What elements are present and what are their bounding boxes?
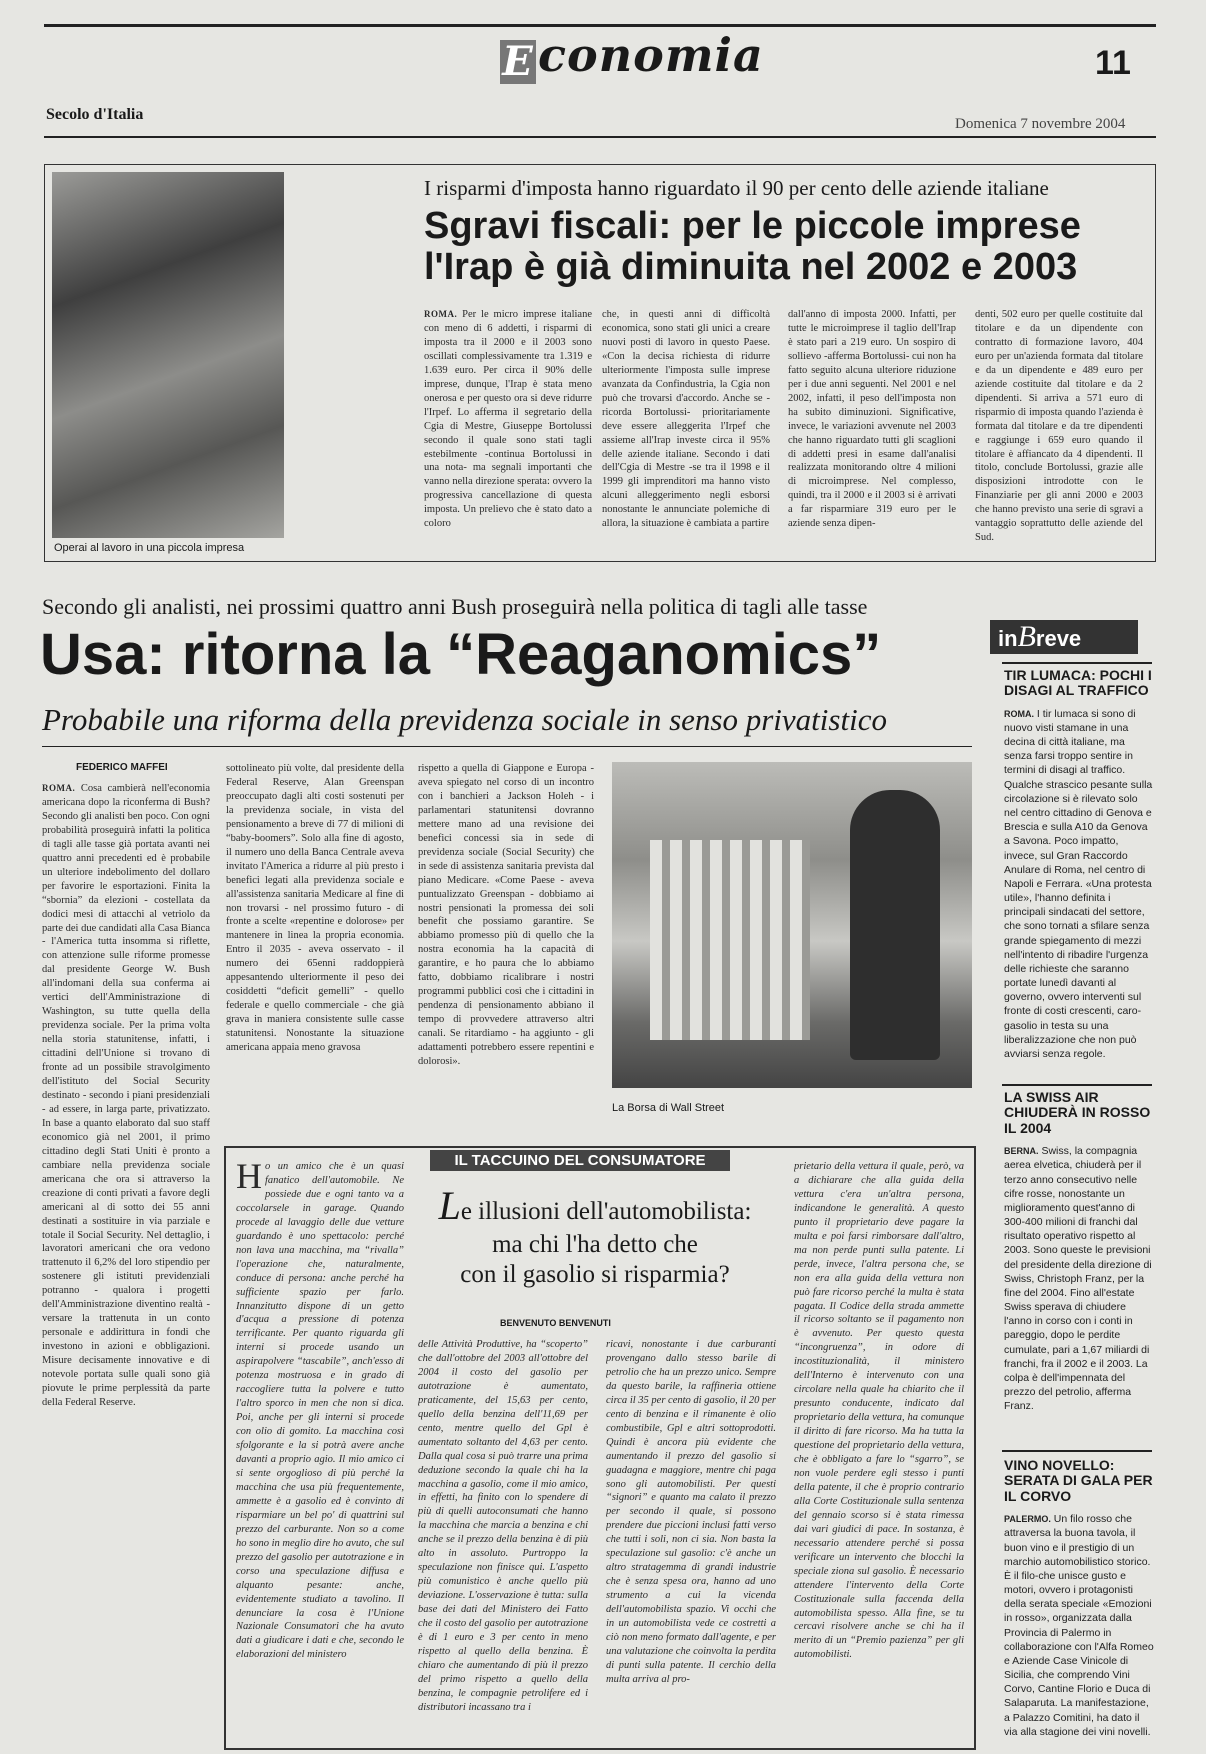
article1-col3-text: dall'anno di imposta 2000. Infatti, per tutte le microimprese il taglio dell'Irap è stato pari a 219 euro. Un sospiro di sollievo -afferma Bortolussi- cui non ha fatto seguito alcuna ulteriore riduzione per i due anni seguenti. Nel 2001 e nel 2002, infatti, il peso dell'imposta non ha subito diminuzioni. Significative, invece, le variazioni avvenute nel 2003 che hanno riguardato tutti gli scaglioni di addetti presi in esame dall'analisi realizzata monitorando oltre 4 milioni di microimprese. Nel complesso, quindi, tra il 2000 e il 2003 si è arrivati a far risparmiare 319 euro per le aziende senza dipen- bbox=[788, 309, 956, 530]
sidebar-title-in: in bbox=[998, 626, 1018, 651]
consumer-col4-text: prietario della vettura il quale, però, va a dichiarare che alla guida della vettura c'era un'altra persona, indicandone le generalità. A questo punto il proprietario deve pagare la multa e poi farsi rimborsare dall'altro, ma non perde punti sulla patente. Li perde, invece, l'altra persona che, se non era alla guida della vettura non può fare ricorso perché la multa è stata pagata. Il Codice della strada ammette il ricorso soltanto se il pagamento non è avvenuto. Per questo questa “incongruenza”, in odore di incostituzionalità, il ministero dell'Interno è intervenuto con una circolare nella quale ha chiarito che il presunto conducente, indicato dal proprietario della vettura, ha comunque il diritto di fare ricorso. Ma ha tutta la questione del proprietario della vettura, che è obbligato a fare lo “sgarro”, se non vuole perdere egli stesso i punti della patente, il che è proprio contrario alla Corte Costituzionale sulla sentenza del gennaio scorso si è stata rimessa dai vari giudici di pace. In sostanza, è necessario attendere perché si possa verificare un intervento che blocchi la speciale ziona sul gasolio. È necessario attendere l'intervento della Corte Costituzionale sulla faccenda della automobilista spesso. Alla fine, se tu cercavi risolvere anche se chi ha il merito di un “Premio pazienza” per gli automobilisti. bbox=[794, 1161, 964, 1661]
brief-swiss-lead: BERNA. bbox=[1004, 1146, 1039, 1157]
top-rule bbox=[44, 24, 1156, 27]
article1-col2-text: che, in questi anni di difficoltà economica, sono stati gli unici a creare nuovi posti di lavoro in questo Paese. «Con la decisa richiesta di ridurre ulteriormente l'imposta sulle imprese avanzata da Confindustria, la Cgia non può che trovarsi d'accordo. Anche se -ricorda Bortolussi- prioritariamente deve essere alleggerita l'Irpef che assieme all'Irap investe circa il 95% delle aziende italiane. Secondo i dati dell'Cgia di Mestre -se tra il 1998 e il 1999 gli imprenditori ma hanno visto alcuni alleggerimento negli esborsi nonostante le annunciate polemiche di allora, la situazione è cambiata a partire bbox=[602, 309, 770, 530]
article1-col2 bbox=[602, 308, 770, 558]
consumer-col2-text: delle Attività Produttive, ha “scoperto” che dall'ottobre del 2003 all'ottobre del 2004 il costo del gasolio per autotrazione è aumentato, praticamente, del 15,63 per cento, quello della benzina dell'11,69 per cento, mentre quello del Gpl è aumentato soltanto del 4,63 per cento. Dalla qual cosa si può trarre una prima deduzione secondo la quale chi ha la macchina a gasolio, come il mio amico, in effetti, ha finito con lo spendere di più di quelli autoconsumati che hanno la macchina che marcia a benzina e chi anche se il prezzo della benzina è di più alto in assoluto. Purtroppo la speculazione non finisce qui. L'aspetto più comunistico è anche quello più deviazione. L'osservazione è tutta: sulla base dei dati del Ministero dei Fatto che il costo del gasolio per autotrazione è di 1 euro e 3 per cento in meno rispetto al quello della benzina. È chiaro che aumentando di più il prezzo del primo rispetto a quello della benzina, le compagnie petrolifere ed i distributori incassano tra i bbox=[418, 1339, 588, 1713]
brief-vino bbox=[1004, 1458, 1154, 1746]
brief-swiss-title: LA SWISS AIR CHIUDERÀ IN ROSSO IL 2004 bbox=[1004, 1090, 1151, 1136]
sidebar-rule-2 bbox=[1002, 1084, 1152, 1086]
brief-tir-text: I tir lumaca si sono di nuovo visti stamane in una decina di città italiane, ma senza farsi troppo sentire in termini di disagi al traffico. Qualche strascico pesante sulla circolazione si è rilevato solo nel centro cittadino di Genova e Brescia e sulla A10 da Genova a Savona. Poco impatto, invece, sul Gran Raccordo Anulare di Roma, nel centro di Napoli e Ferrara. «Una protesta utile», l'hanno definita i principali sindacati del settore, che sono tornati a sfilare senza grande spiegamento di mezzi nell'intento di ribadire l'urgenza delle richieste che saranno portate lunedì davanti al governo, ovvero interventi sul fronte di costi crescenti, caro-gasolio in testa su una liberalizzazione che non può avviarsi senza regole. bbox=[1004, 707, 1153, 1060]
page-number: 11 bbox=[1095, 44, 1131, 82]
sidebar-rule-1 bbox=[1002, 662, 1152, 664]
article1-col1-text: Per le micro imprese italiane con meno di 6 addetti, i risparmi di imposta tra il 2000 e il 2003 sono oscillati complessivamente tra 1.319 e 1.639 euro. Per circa il 90% delle imprese, dunque, l'Irap è stata meno onerosa e per questo ora si deve ridurre l'Irpef. Lo afferma il segretario della Cgia di Mestre, Giuseppe Bortolussi secondo il quale sono stati tagli estebilmente -continua Bortolussi in una nota- ma segnali importanti che vanno nella direzione sperata: ovvero la progressiva cancellazione di questa imposta. Un prelievo che è stato dato a coloro bbox=[424, 309, 592, 530]
article2-kicker: Secondo gli analisti, nei prossimi quattro anni Bush proseguirà nella politica di tagli alle tasse bbox=[42, 594, 868, 619]
consumer-col1 bbox=[236, 1160, 404, 1740]
brief-vino-title: VINO NOVELLO: SERATA DI GALA PER IL CORVO bbox=[1004, 1458, 1153, 1504]
consumer-headline-line1: e illusioni dell'automobilista: bbox=[460, 1198, 752, 1225]
brief-tir-lead: ROMA. bbox=[1004, 708, 1034, 719]
brief-swiss bbox=[1004, 1090, 1154, 1440]
article2-headline: Usa: ritorna la “Reaganomics” bbox=[40, 622, 882, 687]
article1-kicker: I risparmi d'imposta hanno riguardato il 90 per cento delle aziende italiane bbox=[424, 176, 1049, 200]
brief-tir bbox=[1004, 668, 1154, 1070]
photo-statue-graphic bbox=[850, 790, 940, 1060]
article1-col1 bbox=[424, 308, 592, 558]
section-logo bbox=[500, 28, 764, 84]
issue-date: Domenica 7 novembre 2004 bbox=[955, 116, 1126, 132]
brief-vino-lead: PALERMO. bbox=[1004, 1514, 1051, 1525]
article1-headline bbox=[424, 206, 1081, 288]
brief-vino-text: Un filo rosso che attraversa la buona tavola, il buon vino e il prestigio di un marchio automobilistico storico. È il filo-che unisce gusto e motori, ovvero i protagonisti della serata speciale «Emozioni in rosso», organizzata dalla Provincia di Palermo in collaborazione con l'Alfa Romeo e Aziende Case Vinicole di Sicilia, che comprendo Vini Corvo, Cantine Florio e Duca di Salaparuta. La manifestazione, a Palazzo Comitini, ha dato il via alla stagione dei vini novelli. bbox=[1004, 1513, 1154, 1738]
section-initial: E bbox=[500, 40, 536, 84]
consumer-col3-text: ricavi, nonostante i due carburanti provengano dallo stesso barile di petrolio che ha un prezzo unico. Sempre da questo barile, la raffineria ottiene circa il 35 per cento di gasolio, il 20 per cento di benzina e il rimanente è olio combustibile, Gpl e altri sottoprodotti. Quindi è ancora più evidente che aumentando il prezzo del gasolio si guadagna e maggiore, mentre chi paga sono gli automobilisti. Per questi “signori” e quanto ma calato il prezzo per secondo il quale, si possono prendere due piccioni inclusi fatti verso che tutti i soli, non ci sia. Non basta la speculazione sul gasolio: c'è anche un altro stratagemma di grandi industrie che è senza spesa ora, hanno ad uno strumento a cui la vicenda dell'automobilista spazio. Vi occhi che in un automobilista vede ce costretti a ciò non meno formato dall'agente, e per una valutazione che coinvolta la perdita di punti sulla patente. Il cerchio della multa arriva al pro- bbox=[606, 1339, 776, 1685]
consumer-byline: BENVENUTO BENVENUTI bbox=[500, 1318, 611, 1328]
article2-col1-lead: ROMA. bbox=[42, 783, 76, 793]
brief-tir-title: TIR LUMACA: POCHI I DISAGI AL TRAFFICO bbox=[1004, 668, 1152, 699]
article2-rule bbox=[42, 746, 972, 747]
sidebar-title-initial: B bbox=[1017, 620, 1036, 653]
brief-swiss-text: Swiss, la compagnia aerea elvetica, chiuderà per il terzo anno consecutivo nelle cifre rosse, nonostante un miglioramento quest'anno di 300-400 milioni di franchi dal risultato operativo rispetto al 2003. Sono queste le previsioni del presidente della direzione di Swiss, Christoph Franz, per la fine del 2004. Fino all'estate Swiss sperava di chiudere l'anno in corso con i conti in pareggio, dopo le perdite cumulate, pari a 1,67 miliardi di franchi, fra il 2002 e il 2003. La colpa è dell'impennata del prezzo del petrolio, afferma Franz. bbox=[1004, 1145, 1152, 1413]
consumer-headline bbox=[430, 1182, 760, 1290]
consumer-intro: o un amico che è un quasi fanatico dell'automobile. Ne possiede due e ogni tanto va a coccolarsele in garage. Quando procede al lavaggio delle due vetture guardando è uno spettacolo: perché non lava una macchina, ma “rivalla” l'operazione che, naturalmente, conduce di persona: anche perché ha sufficiente spazio per farlo. Innanzitutto dispone di un getto d'acqua a pressione di potenza terrificante. Per quanto riguarda gli interni si procede usando un aspirapolvere “tascabile”, anch'esso di potenza mostruosa e in grado di raccogliere tutta la polvere e tutto l'altro sporco in men che non si dica. Poi, anche per gli interni si procede con olio di gomito. La macchina così sfolgorante e la si potrà avere anche davanti a proprio agio. Il mio amico ci si sente orgoglioso di più perché la macchina che usa più frequentemente, ammette è a gasolio ed è convinto di risparmiare un bel po' di quattrini sul prezzo del carburante. Non so a come ho sono in meglio dire ho avuto, che sul prezzo del gasolio per autotrazione e in corso una speculazione diffusa e alquanto pesante: anche, evidentemente studiato a tavolino. Il denunciare la cosa è l'Unione Nazionale Consumatori che ha avuto dati a giudicare i dati e che, secondo le elaborazioni del ministero bbox=[236, 1161, 404, 1661]
article2-photo-caption: La Borsa di Wall Street bbox=[612, 1102, 725, 1114]
consumer-drop-cap: H bbox=[236, 1160, 262, 1196]
article2-col3-text: rispetto a quella di Giappone e Europa - aveva spiegato nel corso di un incontro con i banchieri a Jackson Holeh - i parlamentari statunitensi dovranno mettere mano ad una revisione dei benefici concessi sia in sede di previdenza sociale (Social Security) che in sede di assistenza sanitaria prevista dal piano Medicare. «Come Paese - aveva puntualizzato Greenspan - dobbiamo ai nostri pensionati la promessa dei soli benefit che possiamo garantire. Se abbiamo promesso più di quello che la nostra economia ha la capacità di garantire, e ho paura che lo abbiamo fatto, dobbiamo ricalibrare i nostri programmi pubblici così che i cittadini in pendenza di pensionamento abbiano il tempo di provvedere attraverso altri canali. Se ritardiamo - ha aggiunto - gli adattamenti potrebbero essere repentini e dolorosi». bbox=[418, 763, 594, 1068]
article1-col4 bbox=[975, 308, 1143, 558]
article1-headline-line1: Sgravi fiscali: per le piccole imprese bbox=[424, 205, 1081, 247]
article1-col3 bbox=[788, 308, 956, 558]
article2-col1 bbox=[42, 782, 210, 1748]
article2-subhead: Probabile una riforma della previdenza sociale in senso privatistico bbox=[42, 702, 887, 737]
section-title: conomia bbox=[538, 28, 764, 82]
sidebar-title bbox=[990, 620, 1138, 654]
article2-col2-text: sottolineato più volte, dal presidente della Federal Reserve, Alan Greenspan preoccupato dagli alti costi sostenuti per la previdenza sociale, in vista del pensionamento a breve di 77 di milioni di “baby-boomers”. Solo alla fine di agosto, il numero uno della Banca Centrale aveva invitato l'America a ridurre al più presto i benefici legati alla previdenza sociale e all'assistenza sanitaria Medicare al fine di non trovarsi - nel prossimo futuro - di fronte a scelte «repentine e dolorose» per mantenere in linea la propria economia. Entro il 2035 - aveva osservato - il numero dei 65enni raddoppierà appesantendo ulteriormente il peso dei cosiddetti “deficit gemelli” - quello federale e quello commerciale - che già grava in maniera consistente sulle casse statunitensi. Nonostante la situazione americana appaia meno gravosa bbox=[226, 763, 404, 1054]
paper-name: Secolo d'Italia bbox=[46, 106, 144, 123]
article1-photo-caption: Operai al lavoro in una piccola impresa bbox=[54, 542, 245, 554]
consumer-col2 bbox=[418, 1338, 588, 1740]
article2-col3 bbox=[418, 762, 594, 1148]
consumer-headline-initial: L bbox=[438, 1183, 461, 1228]
sidebar-rule-3 bbox=[1002, 1450, 1152, 1452]
consumer-box-label: IL TACCUINO DEL CONSUMATORE bbox=[430, 1150, 730, 1171]
article1-col4-text: denti, 502 euro per quelle costituite dal titolare e da un dipendente con contratto di formazione lavoro, 404 euro per un'azienda formata dal titolare e da un dipendente e 489 euro per aziende costituite dal titolare e da 2 dipendenti. Si arriva a 571 euro di risparmio di imposta quando l'azienda è formata dal titolare e da tre dipendenti e raggiunge i 659 euro quando il titolare è affiancato da 4 dipendenti. Il titolo, conclude Bortolussi, grazie alle disposizioni introdotte con le Finanziarie per gli anni 2000 e 2003 che hanno previsto una serie di sgravi a vantaggio soprattutto delle aziende del Sud. bbox=[975, 309, 1143, 544]
consumer-headline-line2: ma chi l'ha detto che bbox=[492, 1231, 698, 1258]
header-rule bbox=[44, 136, 1156, 138]
sidebar-title-rest: reve bbox=[1035, 626, 1082, 651]
photo-columns-graphic bbox=[650, 840, 810, 1040]
consumer-col3 bbox=[606, 1338, 776, 1740]
article1-headline-line2: l'Irap è già diminuita nel 2002 e 2003 bbox=[424, 246, 1078, 289]
article2-col1-text: Cosa cambierà nell'economia americana dopo la riconferma di Bush? Secondo gli analisti ben poco. Con ogni probabilità proseguirà infatti la politica di tagli alle tasse già portata avanti nei quattro anni precedenti ed è probabile un ulteriore indebolimento del dollaro per favorire le esportazioni. Finita la “sbornia” da elezioni - costellata da dodici mesi di attacchi al vetriolo da parte dei due candidati alla Casa Bianca - l'America tutta insomma si riflette, con attenzione sulle riforme promesse dal presidente George W. Bush all'indomani della sua conferma ai vertici dell'Amministrazione di Washington, su tutte quella della previdenza sociale. Per la prima volta nella storia statunitense, infatti, i cittadini dell'Unione si trovano di fronte ad un possibile stravolgimento dell'istituto del Social Security destinato - secondo i piani presidenziali - ad essere, in larga parte, privatizzato. In base a quanto elaborato dal suo staff economico già nel 2001, il primo cittadino degli Stati Uniti è pronto a cambiare nella previdenza sociale americana che ora si attraverso la creazione di conti privati a favore degli americani al di sotto dei 55 anni destinati a sostituire in via parziale e totale il Social Security. Nel dettaglio, i lavoratori americani che ora vedono trattenuto il 6,2% del loro stipendio per sostenere gli istituti previdenziali potranno - qualora i progetti dell'Amministrazione diventino realtà - versare la trattenuta in un conto personale e addirittura in fondi che investono in azioni e obbligazioni. Misure decisamente innovative e di notevole portata sulle quali sono già piovute le prime perplessità da parte della Federal Reserve. bbox=[42, 783, 210, 1408]
article2-byline: FEDERICO MAFFEI bbox=[76, 762, 168, 773]
article1-col1-lead: ROMA. bbox=[424, 309, 458, 319]
article1-photo bbox=[52, 172, 284, 538]
consumer-col4 bbox=[794, 1160, 964, 1740]
consumer-headline-line3: con il gasolio si risparmia? bbox=[460, 1261, 730, 1288]
article2-col2 bbox=[226, 762, 404, 1148]
